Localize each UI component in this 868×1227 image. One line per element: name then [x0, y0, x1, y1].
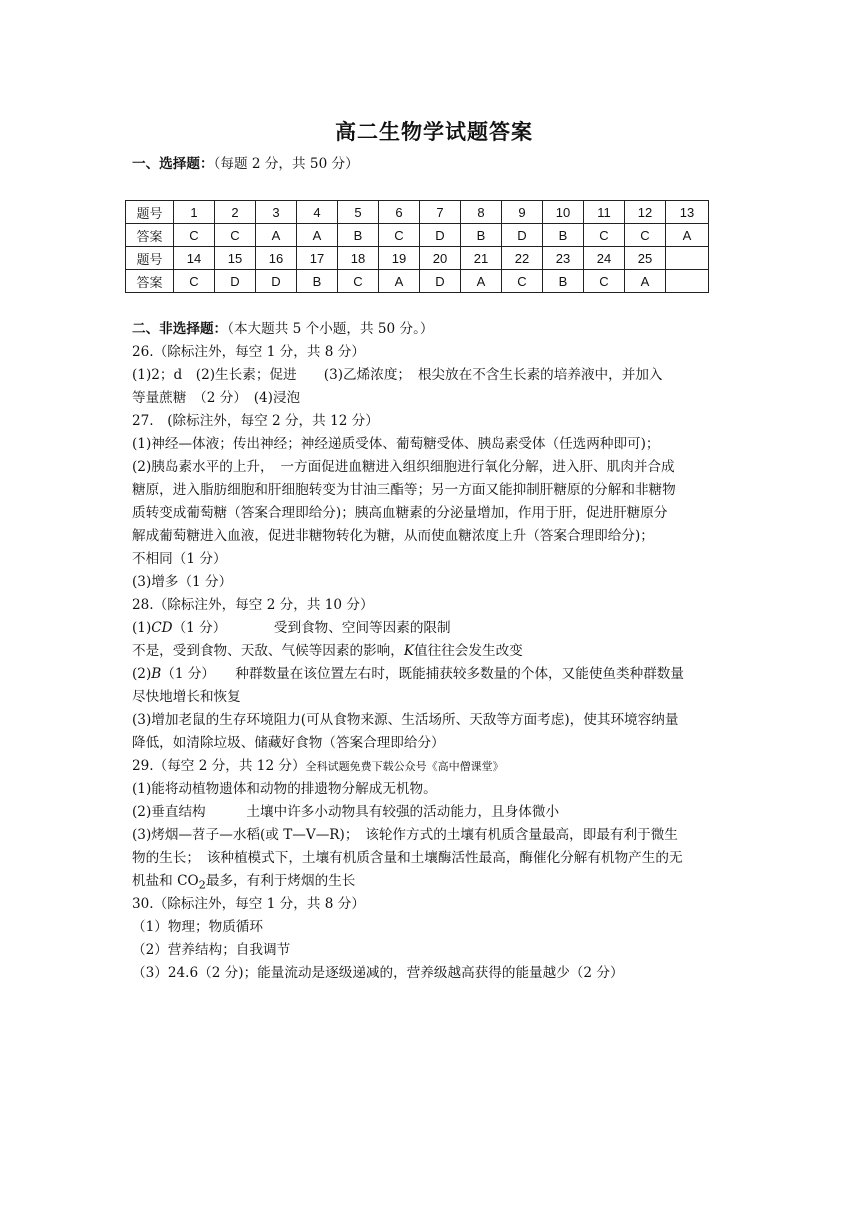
q27-line-3: 糖原，进入脂肪细胞和肝细胞转变为甘油三酯等；另一方面又能抑制肝糖原的分解和非糖物 — [132, 482, 676, 498]
answer-table-cell: 17 — [297, 247, 338, 270]
answer-table-cell: 1 — [174, 201, 215, 224]
answer-table-cell: 10 — [543, 201, 584, 224]
answer-table-cell: 14 — [174, 247, 215, 270]
q28-l2-italic: K — [403, 643, 415, 659]
q29-line-3: (3)烤烟—苕子—水稻(或 T—V—R)； 该轮作方式的土壤有机质含量最高，即最有利于微生 — [132, 827, 678, 843]
q29-heading: 29.（每空 2 分，共 12 分） — [132, 758, 306, 774]
q28-l3-prefix: (2) — [132, 666, 152, 682]
answer-table-row — [126, 270, 709, 293]
answer-table-cell: 23 — [543, 247, 584, 270]
answer-table-cell: B — [297, 270, 338, 293]
q28-line-1 — [132, 617, 747, 640]
section1-note: （每题 2 分，共 50 分） — [213, 156, 359, 172]
answer-table-cell: 15 — [215, 247, 256, 270]
answer-table-row-header: 答案 — [126, 224, 174, 247]
q28-line-2 — [132, 640, 747, 663]
q28-l3-rest: （1 分） 种群数量在该位置左右时，既能捕获较多数量的个体，又能使鱼类种群数量 — [161, 666, 684, 682]
answer-table-cell: 25 — [625, 247, 666, 270]
q28-l1-rest: （1 分） 受到食物、空间等因素的限制 — [172, 620, 451, 636]
q29-line-2: (2)垂直结构 土壤中许多小动物具有较强的活动能力，且身体微小 — [132, 804, 560, 820]
answer-table-cell: D — [420, 224, 461, 247]
answer-table-cell: 2 — [215, 201, 256, 224]
answer-table-cell: B — [461, 224, 502, 247]
q28-l2-rest: 值往往会发生改变 — [414, 643, 523, 659]
answer-table-cell: C — [215, 224, 256, 247]
answer-table-cell: C — [502, 270, 543, 293]
q27-line-6: 不相同（1 分） — [132, 551, 227, 567]
q28-line-3 — [132, 663, 747, 686]
q29-line-4: 物的生长； 该种植模式下，土壤有机质含量和土壤酶活性最高，酶催化分解有机物产生的无 — [132, 850, 683, 866]
q28-l2-prefix: 不是，受到食物、天敌、气候等因素的影响， — [132, 643, 404, 659]
answer-table-cell: 9 — [502, 201, 543, 224]
answer-table-row-header: 题号 — [126, 247, 174, 270]
answer-table-cell: 24 — [584, 247, 625, 270]
q27-line-7: (3)增多（1 分） — [132, 574, 233, 590]
answer-table-cell: D — [256, 270, 297, 293]
answer-table-cell: B — [543, 224, 584, 247]
answer-table-cell: C — [174, 224, 215, 247]
answer-table-cell: 16 — [256, 247, 297, 270]
answer-table-cell: C — [174, 270, 215, 293]
answer-table-row — [126, 224, 709, 247]
page-title: 高二生物学试题答案 — [335, 120, 533, 144]
answer-table-cell: 13 — [666, 201, 709, 224]
answer-table-cell: A — [256, 224, 297, 247]
section2-note: （本大题共 5 个小题，共 50 分。） — [227, 321, 434, 337]
answer-table-cell: 20 — [420, 247, 461, 270]
q29-heading-line — [132, 755, 747, 778]
answer-table-cell: C — [338, 270, 379, 293]
section1-heading-line — [132, 153, 747, 176]
q29-line-1: (1)能将动植物遗体和动物的排遗物分解成无机物。 — [132, 781, 437, 797]
answer-table-cell: 11 — [584, 201, 625, 224]
q26-heading: 26.（除标注外，每空 1 分，共 8 分） — [132, 344, 365, 360]
answer-table-cell: D — [420, 270, 461, 293]
section2-heading: 二、非选择题： — [132, 321, 228, 337]
answer-table-cell: D — [502, 224, 543, 247]
q28-line-4: 尽快地增长和恢复 — [132, 689, 241, 705]
answer-table-cell: 19 — [379, 247, 420, 270]
answer-table-cell: A — [379, 270, 420, 293]
q27-line-1: (1)神经—体液；传出神经；神经递质受体、葡萄糖受体、胰岛素受体（任选两种即可)； — [132, 436, 660, 452]
q27-heading: 27. (除标注外，每空 2 分，共 12 分） — [132, 413, 379, 429]
answer-table-cell: B — [543, 270, 584, 293]
answer-table-cell: 4 — [297, 201, 338, 224]
answer-table-cell: A — [625, 270, 666, 293]
q29-watermark-note: 全科试题免费下载公众号《高中僧课堂》 — [305, 760, 504, 773]
q28-l1-prefix: (1) — [132, 620, 152, 636]
q27-line-4: 质转变成葡萄糖（答案合理即给分)；胰高血糖素的分泌量增加，作用于肝，促进肝糖原分 — [132, 505, 668, 521]
q30-line-2: （2）营养结构；自我调节 — [132, 942, 291, 958]
answer-table-cell: C — [584, 224, 625, 247]
q29-l5-rest: 最多，有利于烤烟的生长 — [205, 873, 356, 889]
answer-table-cell: 6 — [379, 201, 420, 224]
answer-table-cell: 8 — [461, 201, 502, 224]
answer-table-cell: C — [584, 270, 625, 293]
answer-table-cell: 21 — [461, 247, 502, 270]
answer-table — [125, 200, 709, 293]
q30-line-1: （1）物理；物质循环 — [132, 919, 263, 935]
q26-line-2: 等量蔗糖 （2 分） (4)浸泡 — [132, 390, 301, 406]
answer-table-row-header: 答案 — [126, 270, 174, 293]
answer-table-cell: A — [666, 224, 709, 247]
q30-heading: 30.（除标注外，每空 1 分，共 8 分） — [132, 896, 365, 912]
answer-table-cell: 3 — [256, 201, 297, 224]
answer-table-cell: D — [215, 270, 256, 293]
q28-heading: 28.（除标注外，每空 2 分，共 10 分） — [132, 597, 374, 613]
q28-l1-italic: CD — [151, 620, 173, 636]
section1-heading: 一、选择题： — [132, 156, 214, 172]
q26-line-1: (1)2；d (2)生长素；促进 (3)乙烯浓度； 根尖放在不含生长素的培养液中，并加入 — [132, 367, 663, 383]
answer-table-cell — [666, 270, 709, 293]
answer-table-row — [126, 201, 709, 224]
answer-table-cell: C — [379, 224, 420, 247]
answer-table-cell: 18 — [338, 247, 379, 270]
answer-table-cell: A — [297, 224, 338, 247]
q28-line-6: 降低，如清除垃圾、储藏好食物（答案合理即给分） — [132, 735, 445, 751]
q28-l3-italic: B — [151, 666, 162, 682]
answer-table-cell: 12 — [625, 201, 666, 224]
answer-table-row-header: 题号 — [126, 201, 174, 224]
q27-line-5: 解成葡萄糖进入血液，促进非糖物转化为糖，从而使血糖浓度上升（答案合理即给分)； — [132, 528, 654, 544]
answer-table-cell: 7 — [420, 201, 461, 224]
q28-line-5: (3)增加老鼠的生存环境阻力(可从食物来源、生活场所、天敌等方面考虑)，使其环境容纳量 — [132, 712, 679, 728]
q29-l5-subscript: 2 — [198, 877, 206, 892]
section2-heading-line — [132, 318, 747, 341]
answer-table-cell: A — [461, 270, 502, 293]
answer-table-cell: 5 — [338, 201, 379, 224]
answer-table-cell: 22 — [502, 247, 543, 270]
answer-table-cell — [666, 247, 709, 270]
q27-line-2: (2)胰岛素水平的上升， 一方面促进血糖进入组织细胞进行氧化分解，进入肝、肌肉并合成 — [132, 459, 675, 475]
answer-table-row — [126, 247, 709, 270]
q30-line-3: （3）24.6（2 分)；能量流动是逐级递减的，营养级越高获得的能量越少（2 分） — [132, 965, 624, 981]
answer-table-cell: C — [625, 224, 666, 247]
q29-l5-prefix: 机盐和 CO — [132, 873, 199, 889]
answer-table-cell: B — [338, 224, 379, 247]
